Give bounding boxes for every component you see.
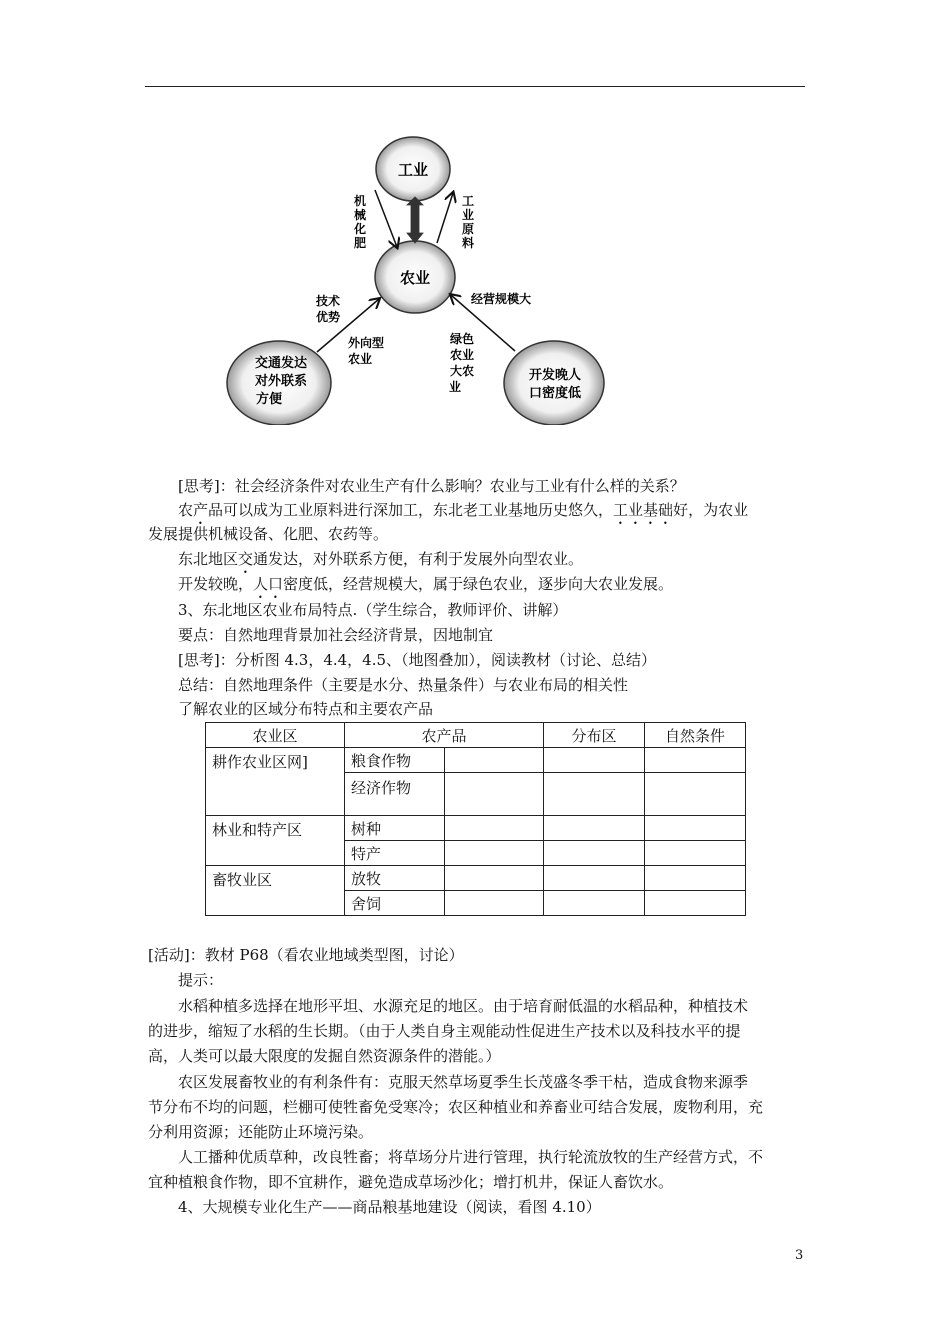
header-products: 农产品 xyxy=(345,723,544,748)
paragraph-rice-line3: 高，人类可以最大限度的发掘自然资源条件的潜能。） xyxy=(148,1047,501,1065)
paragraph-transport xyxy=(178,549,583,577)
scale-label: 经营规模大 xyxy=(470,292,532,306)
paragraph-industry-line2: 发展提供机械设备、化肥、农药等。 xyxy=(148,525,389,543)
raw-materials-char-2: 业 xyxy=(461,208,475,222)
empty-cell xyxy=(645,748,746,773)
green-label-2: 农业 xyxy=(449,348,475,362)
understand-line: 了解农业的区域分布特点和主要农产品 xyxy=(178,700,434,718)
development-circle xyxy=(504,341,604,425)
industry-label: 工业 xyxy=(397,162,429,179)
mechanization-char-4: 肥 xyxy=(353,236,367,250)
emphasis-run: 产 xyxy=(193,501,209,519)
empty-cell xyxy=(544,748,645,773)
empty-cell xyxy=(444,773,544,816)
empty-cell xyxy=(645,866,746,891)
mechanization-char-2: 械 xyxy=(353,208,367,222)
section-3-title: 3、东北地区农业布局特点.（学生综合，教师评价、讲解） xyxy=(178,601,568,619)
emphasis-run: 交 xyxy=(238,550,254,568)
product-cell: 树种 xyxy=(345,816,445,841)
empty-cell xyxy=(444,891,544,916)
empty-cell xyxy=(444,866,544,891)
arrow-raw-materials xyxy=(437,193,453,243)
mechanization-char-3: 化 xyxy=(353,222,367,236)
emphasis-run: 工业基础 xyxy=(613,501,674,519)
text-run: 密度低，经营规模大，属于绿色农业，逐步向大农业发展。 xyxy=(283,575,674,593)
zone-cell: 林业和特产区 xyxy=(206,816,345,866)
empty-cell xyxy=(444,816,544,841)
text-run: 农 xyxy=(178,501,194,519)
product-cell: 放牧 xyxy=(345,866,445,891)
activity-line: [活动]：教材 P68（看农业地域类型图，讨论） xyxy=(148,946,464,964)
green-label-4: 业 xyxy=(448,380,462,394)
header-rule xyxy=(145,86,805,87)
development-label-2: 口密度低 xyxy=(528,385,582,400)
arrow-mechanization xyxy=(375,190,397,247)
empty-cell xyxy=(544,816,645,841)
empty-cell xyxy=(544,866,645,891)
outward-label-1: 外向型 xyxy=(347,336,385,350)
product-cell: 舍饲 xyxy=(345,891,445,916)
product-cell: 经济作物 xyxy=(345,773,445,816)
double-arrow-industry-agriculture xyxy=(407,197,423,243)
tech-label-2: 优势 xyxy=(315,310,341,324)
page-number: 3 xyxy=(795,1248,804,1263)
paragraph-livestock-line2: 节分布不均的问题，栏棚可使牲畜免受寒冷；农区种植业和养畜业可结合发展，废物利用，充 xyxy=(148,1098,764,1116)
paragraph-livestock-line1: 农区发展畜牧业的有利条件有：克服天然草场夏季生长茂盛冬季干枯，造成食物来源季 xyxy=(178,1073,749,1091)
text-run: 通发达，对外联系方便，有利于发展外向型农业。 xyxy=(253,550,584,568)
hint-label: 提示： xyxy=(178,971,224,989)
think-question-1: [思考]：社会经济条件对农业生产有什么影响？农业与工业有什么样的关系？ xyxy=(178,477,685,495)
agriculture-label: 农业 xyxy=(399,270,431,287)
empty-cell xyxy=(544,891,645,916)
text-run: 东北地区 xyxy=(178,550,239,568)
green-label-3: 大农 xyxy=(449,364,475,378)
development-label-1: 开发晚人 xyxy=(528,367,582,382)
paragraph-rice-line2: 的进步，缩短了水稻的生长期。（由于人类自身主观能动性促进生产技术以及科技水平的提 xyxy=(148,1022,741,1040)
transport-label-1: 交通发达 xyxy=(254,355,308,370)
product-cell: 粮食作物 xyxy=(345,748,445,773)
summary-line: 总结：自然地理条件（主要是水分、热量条件）与农业布局的相关性 xyxy=(178,676,629,694)
empty-cell xyxy=(444,841,544,866)
header-zone: 农业区 xyxy=(206,723,345,748)
raw-materials-char-3: 原 xyxy=(461,222,475,236)
agriculture-zone-table xyxy=(205,722,746,916)
green-label-1: 绿色 xyxy=(449,332,475,346)
paragraph-grassland-line2: 宜种植粮食作物，即不宜耕作，避免造成草场沙化；增打机井，保证人畜饮水。 xyxy=(148,1173,674,1191)
empty-cell xyxy=(444,748,544,773)
mechanization-char-1: 机 xyxy=(353,194,367,208)
text-run: 品可以成为工业原料进行深加工，东北老工业基地历史悠久， xyxy=(208,501,614,519)
text-run: 好，为农业 xyxy=(673,501,749,519)
transport-label-3: 方便 xyxy=(255,391,283,406)
empty-cell xyxy=(645,891,746,916)
transport-label-2: 对外联系 xyxy=(254,373,308,388)
header-natural-conditions: 自然条件 xyxy=(645,723,746,748)
product-cell: 特产 xyxy=(345,841,445,866)
section-4-title: 4、大规模专业化生产——商品粮基地建设（阅读，看图 4.10） xyxy=(178,1198,601,1216)
empty-cell xyxy=(645,773,746,816)
paragraph-grassland-line1: 人工播种优质草种，改良牲畜；将草场分片进行管理，执行轮流放牧的生产经营方式，不 xyxy=(178,1148,764,1166)
zone-cell: 畜牧业区 xyxy=(206,866,345,916)
think-question-2: [思考]：分析图 4.3，4.4，4.5、（地图叠加），阅读教材（讨论、总结） xyxy=(178,651,657,669)
empty-cell xyxy=(544,841,645,866)
emphasis-run: 人口 xyxy=(253,575,284,593)
text-run: 开发较晚， xyxy=(178,575,254,593)
outward-label-2: 农业 xyxy=(347,352,373,366)
empty-cell xyxy=(544,773,645,816)
paragraph-livestock-line3: 分利用资源；还能防止环境污染。 xyxy=(148,1123,374,1141)
raw-materials-char-1: 工 xyxy=(461,194,475,208)
zone-cell: 耕作农业区网] xyxy=(206,748,345,816)
raw-materials-char-4: 料 xyxy=(461,236,475,250)
header-distribution: 分布区 xyxy=(544,723,645,748)
empty-cell xyxy=(645,816,746,841)
paragraph-rice-line1: 水稻种植多选择在地形平坦、水源充足的地区。由于培育耐低温的水稻品种，种植技术 xyxy=(178,997,749,1015)
tech-label-1: 技术 xyxy=(315,294,341,308)
key-points: 要点：自然地理背景加社会经济背景，因地制宜 xyxy=(178,626,494,644)
agriculture-relations-diagram xyxy=(225,135,615,425)
paragraph-development xyxy=(178,574,673,602)
empty-cell xyxy=(645,841,746,866)
